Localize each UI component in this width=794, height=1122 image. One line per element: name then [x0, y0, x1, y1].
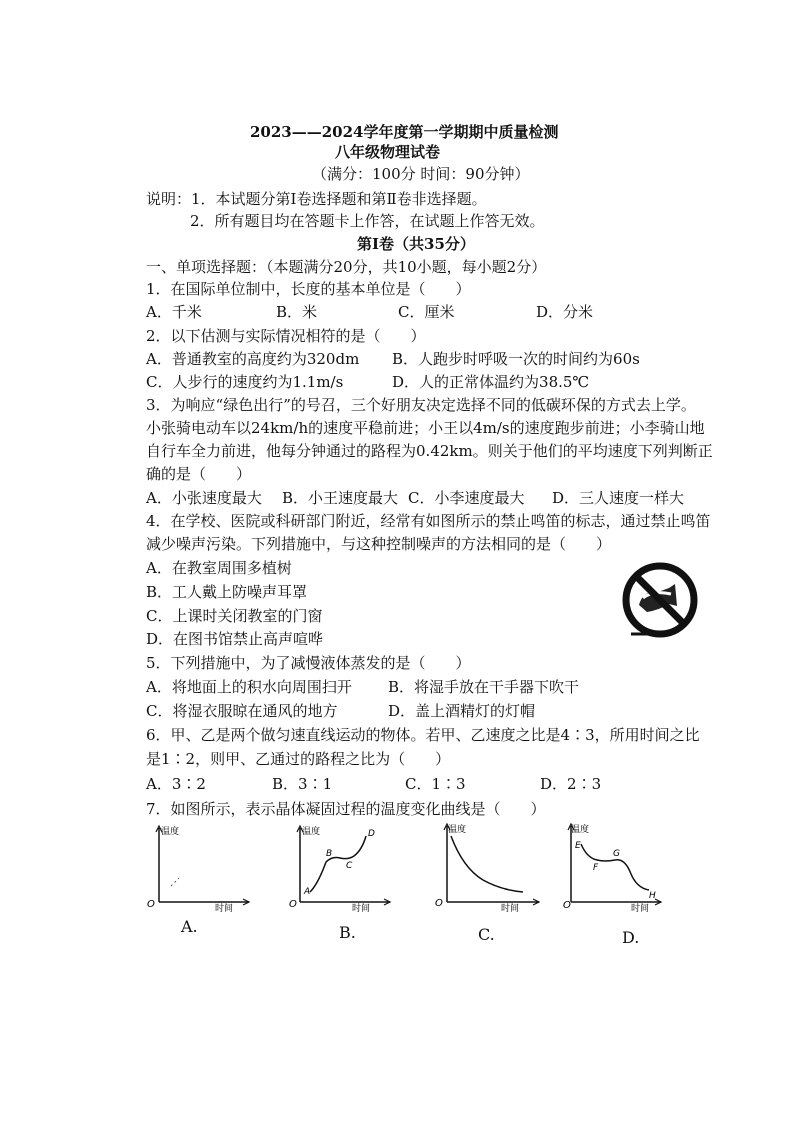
graph-d-point-g: G [613, 849, 620, 859]
no-horn-sign-icon [613, 560, 703, 640]
exam-title: 2023——2024学年度第一学期期中质量检测 [250, 123, 559, 141]
graph-d-xlabel: 时间 [631, 904, 650, 912]
graph-b-point-d: D [368, 829, 375, 839]
q1-stem: 1．在国际单位制中，长度的基本单位是（ ） [146, 280, 471, 298]
graph-d-point-e: E [575, 841, 581, 851]
q1-option-c: C．厘米 [398, 303, 455, 321]
q6-option-b: B．3∶1 [272, 775, 333, 793]
graph-b-point-c: C [346, 861, 353, 871]
graph-a-caption: A. [181, 917, 198, 936]
graph-d-point-h: H [649, 891, 656, 901]
q2-stem: 2．以下估测与实际情况相符的是（ ） [146, 327, 426, 345]
graph-a-xlabel: 时间 [215, 904, 234, 912]
q4-line-1: 4．在学校、医院或科研部门附近，经常有如图所示的禁止鸣笛的标志，通过禁止鸣笛 [146, 512, 711, 530]
q1-option-d: D．分米 [536, 303, 594, 321]
q3-line-2: 小张骑电动车以24km/h的速度平稳前进；小王以4m/s的速度跑步前进；小李骑山地 [146, 419, 705, 437]
q2-option-c: C．人步行的速度约为1.1m/s [146, 373, 344, 391]
q6-line-1: 6．甲、乙是两个做匀速直线运动的物体。若甲、乙速度之比是4∶3，所用时间之比 [146, 726, 700, 744]
q4-option-a: A．在教室周围多植树 [146, 559, 292, 577]
q5-option-d: D．盖上酒精灯的灯帽 [388, 702, 536, 720]
q3-option-d: D．三人速度一样大 [552, 489, 685, 507]
graph-b [288, 822, 398, 912]
q3-line-3: 自行车全力前进，他每分钟通过的路程为0.42km。则关于他们的平均速度下列判断正 [146, 442, 713, 460]
note-line-2: 2．所有题目均在答题卡上作答，在试题上作答无效。 [190, 212, 545, 230]
q1-option-b: B．米 [276, 303, 318, 321]
q4-option-d: D．在图书馆禁止高声喧哗 [146, 630, 324, 648]
q7-stem: 7．如图所示，表示晶体凝固过程的温度变化曲线是（ ） [146, 800, 546, 818]
q6-line-2: 是1∶2，则甲、乙通过的路程之比为（ ） [146, 750, 451, 768]
graph-b-xlabel: 时间 [352, 904, 371, 912]
q5-option-b: B．将湿手放在干手器下吹干 [388, 678, 580, 696]
section-title: 一、单项选择题：（本题满分20分，共10小题，每小题2分） [146, 258, 547, 276]
q4-line-2: 减少噪声污染。下列措施中，与这种控制噪声的方法相同的是（ ） [146, 535, 612, 553]
graph-a [145, 822, 255, 912]
q6-option-d: D．2∶3 [540, 775, 602, 793]
q3-option-a: A．小张速度最大 [146, 489, 262, 507]
exam-meta: （满分：100分 时间：90分钟） [312, 165, 530, 183]
q5-option-a: A．将地面上的积水向周围扫开 [146, 678, 352, 696]
graph-c-caption: C. [478, 925, 495, 944]
graph-b-point-b: B [326, 849, 333, 859]
note-line-1: 说明：1．本试题分第Ⅰ卷选择题和第Ⅱ卷非选择题。 [146, 190, 487, 208]
exam-subtitle: 八年级物理试卷 [335, 143, 441, 161]
graph-a-origin: O [147, 899, 155, 910]
graph-d-origin: O [563, 900, 571, 911]
graph-d [563, 818, 669, 912]
graph-c-origin: O [435, 898, 443, 909]
q6-option-c: C．1∶3 [405, 775, 466, 793]
q4-option-b: B．工人戴上防噪声耳罩 [146, 583, 308, 601]
graph-d-point-f: F [593, 863, 599, 873]
q3-option-b: B．小王速度最大 [282, 489, 399, 507]
graph-d-caption: D. [622, 928, 640, 947]
q2-option-b: B．人跑步时呼吸一次的时间约为60s [392, 350, 640, 368]
graph-b-ylabel: 温度 [302, 827, 321, 837]
q2-option-d: D．人的正常体温约为38.5℃ [392, 373, 590, 391]
q3-line-1: 3．为响应“绿色出行”的号召，三个好朋友决定选择不同的低碳环保的方式去上学。 [146, 396, 696, 414]
graph-b-origin: O [289, 899, 297, 910]
q5-stem: 5．下列措施中，为了减慢液体蒸发的是（ ） [146, 654, 471, 672]
q5-option-c: C．将湿衣服晾在通风的地方 [146, 702, 338, 720]
q3-option-c: C．小李速度最大 [408, 489, 525, 507]
q3-line-4: 确的是（ ） [146, 465, 252, 483]
q1-option-a: A．千米 [146, 303, 202, 321]
q4-option-c: C．上课时关闭教室的门窗 [146, 607, 323, 625]
graph-c-xlabel: 时间 [501, 904, 520, 912]
graph-a-ylabel: 温度 [161, 827, 180, 837]
graph-d-ylabel: 温度 [571, 825, 590, 835]
graph-b-point-a: A [304, 887, 311, 897]
q2-option-a: A．普通教室的高度约为320dm [146, 350, 360, 368]
graph-b-caption: B. [339, 923, 356, 942]
graph-c [433, 818, 545, 912]
q6-option-a: A．3∶2 [146, 775, 206, 793]
part-title: 第Ⅰ卷（共35分） [357, 235, 475, 253]
graph-c-ylabel: 温度 [448, 825, 467, 835]
